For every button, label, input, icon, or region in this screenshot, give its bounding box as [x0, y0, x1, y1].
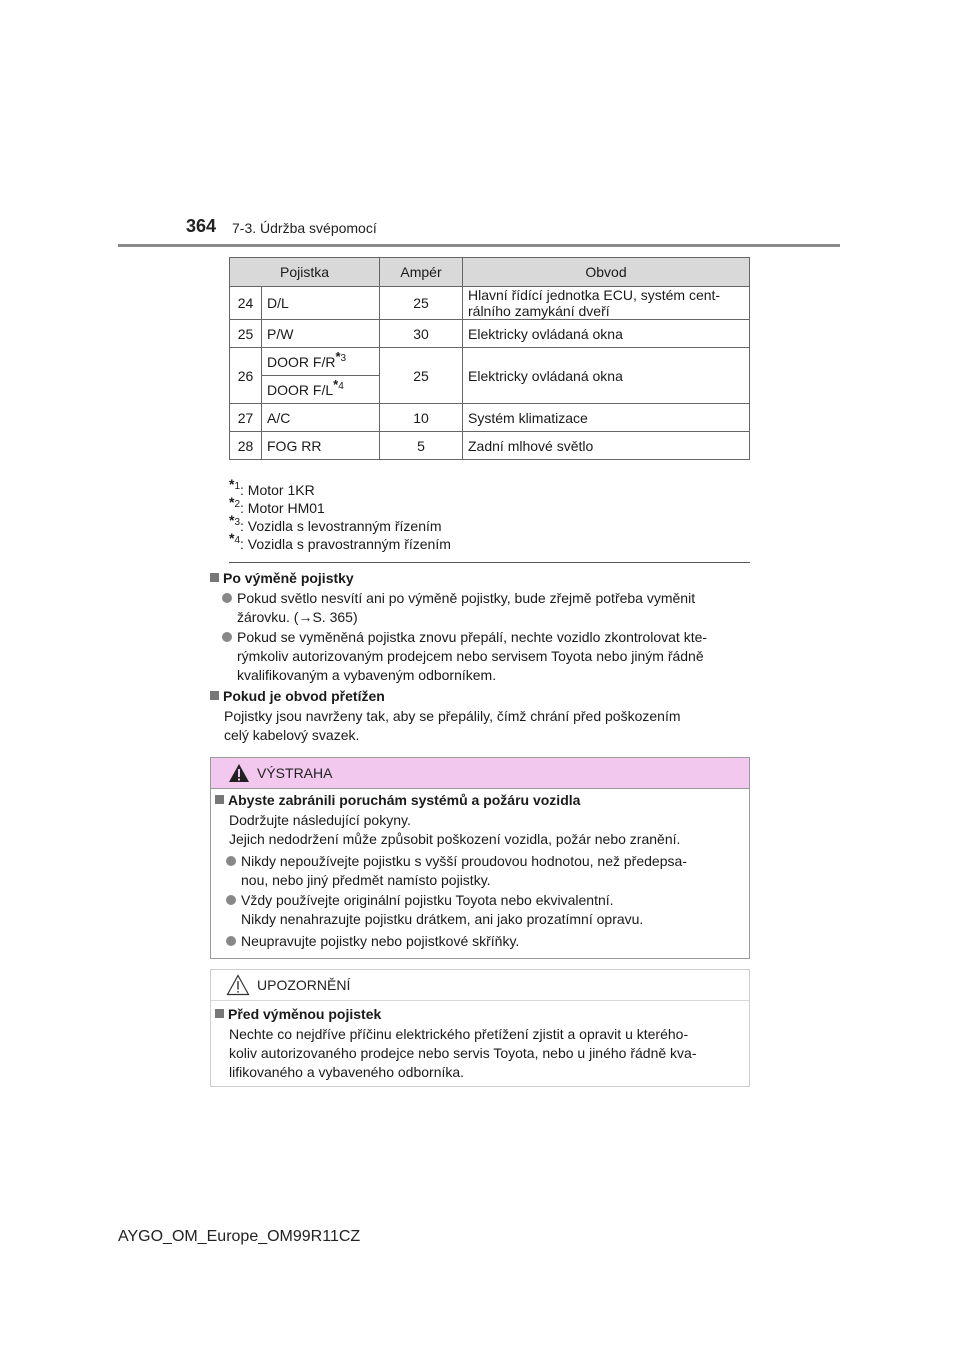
table-row [230, 432, 750, 460]
fuse-number: 27 [230, 404, 262, 432]
caution-heading [215, 1005, 381, 1024]
heading-text: Po výměně pojistky [223, 570, 354, 586]
list-item [241, 852, 743, 890]
overload-heading [210, 687, 385, 706]
caution-header [211, 970, 749, 1001]
text-line: kvalifikovaným a vybaveným odborníkem. [237, 667, 497, 683]
footnote-key: *4 [229, 530, 241, 547]
fuse-circuit: Elektricky ovládaná okna [463, 320, 750, 348]
fuse-number: 25 [230, 320, 262, 348]
footnotes [229, 476, 451, 553]
text-line: Vždy používejte originální pojistku Toyota nebo ekvivalentní. [241, 892, 614, 908]
fuse-number: 28 [230, 432, 262, 460]
footnote-number: 4 [234, 535, 241, 547]
square-bullet-icon [215, 1009, 224, 1018]
fuse-name-text: DOOR F/R [267, 353, 336, 370]
bullet-icon [226, 852, 236, 871]
text-line: Dodržujte následující pokyny. [229, 812, 411, 828]
text-line: Nikdy nepoužívejte pojistku s vyšší proudovou hodnotou, než předepsa- [241, 853, 687, 869]
fuse-name-text: DOOR F/L [267, 381, 334, 398]
footnote-ref: *3 [335, 348, 347, 364]
square-bullet-icon [210, 573, 219, 582]
footer-document-code: AYGO_OM_Europe_OM99R11CZ [118, 1228, 361, 1245]
text-line: Jejich nedodržení může způsobit poškození vozidla, požár nebo zranění. [229, 831, 681, 847]
fuse-amp: 25 [380, 348, 463, 404]
text-line: koliv autorizovaného prodejce nebo servis Toyota, nebo u jiného řádně kva- [229, 1045, 697, 1061]
fuse-circuit: Systém klimatizace [463, 404, 750, 432]
warning-header [211, 758, 749, 789]
footnote-text: : Vozidla s levostranným řízením [240, 518, 442, 534]
footnote-text: : Motor HM01 [240, 500, 325, 516]
fuse-name: A/C [262, 404, 380, 432]
caution-icon [226, 974, 250, 996]
circle-bullet-icon [222, 593, 232, 603]
text-line: Neupravujte pojistky nebo pojistkové skříňky. [241, 933, 520, 949]
footnote-key: *2 [229, 494, 241, 511]
text-line: Pokud se vyměněná pojistka znovu přepálí, nechte vozidlo zkontrolovat kte- [237, 629, 708, 645]
fuse-amp: 5 [380, 432, 463, 460]
fuse-circuit: Zadní mlhové světlo [463, 432, 750, 460]
fuse-number: 24 [230, 287, 262, 320]
footnote-text: : Motor 1KR [240, 482, 315, 498]
bullet-icon [226, 891, 236, 910]
table-row [230, 287, 750, 320]
heading-text: Abyste zabránili poruchám systémů a požáru vozidla [228, 792, 581, 808]
warning-box [210, 757, 750, 959]
list-item [241, 932, 743, 951]
header-rule [118, 244, 840, 247]
list-item [237, 628, 750, 685]
footnote [229, 512, 451, 535]
text-line: lifikovaného a vybaveného odborníka. [229, 1064, 465, 1080]
caution-title: UPOZORNĚNÍ [257, 977, 351, 993]
fuse-name: D/L [262, 287, 380, 320]
fuse-amp: 25 [380, 287, 463, 320]
footnote [229, 530, 451, 553]
fuse-amp: 10 [380, 404, 463, 432]
page-number: 364 [186, 216, 217, 236]
footnote-key: *1 [229, 476, 241, 493]
footnote [229, 494, 451, 517]
footnote-number: 3 [234, 517, 241, 529]
footnote-text: : Vozidla s pravostranným řízením [240, 536, 451, 552]
text-line: Pojistky jsou navrženy tak, aby se přepálily, čímž chrání před poškozením [224, 708, 681, 724]
warning-title: VÝSTRAHA [257, 765, 333, 781]
bullet-icon [222, 589, 232, 608]
footnote-ref-number: 4 [338, 380, 344, 392]
overload-text [224, 707, 750, 745]
warning-heading [215, 791, 580, 810]
col-header-circuit: Obvod [463, 258, 750, 287]
text-line: žárovku. (→S. 365) [237, 609, 358, 625]
col-header-amp: Ampér [380, 258, 463, 287]
text-line: nou, nebo jiný předmět namísto pojistky. [241, 872, 491, 888]
circuit-line: rálního zamykání dveří [468, 303, 610, 319]
footnote-ref-number: 3 [340, 352, 347, 364]
fuse-name: FOG RR [262, 432, 380, 460]
text-line: rýmkoliv autorizovaným prodejcem nebo servisem Toyota nebo jiným řádně [237, 648, 704, 664]
table-row [230, 320, 750, 348]
footnote-number: 2 [234, 499, 241, 511]
footnote-key: *3 [229, 512, 241, 529]
fuse-circuit: Elektricky ovládaná okna [463, 348, 750, 404]
footnote-ref: *4 [333, 376, 344, 392]
bullet-icon [222, 628, 232, 647]
fuse-name [262, 348, 380, 376]
circle-bullet-icon [226, 856, 236, 866]
footnote-number: 1 [234, 481, 241, 493]
fuse-number: 26 [230, 348, 262, 404]
fuse-name: P/W [262, 320, 380, 348]
fuse-table [229, 257, 750, 460]
text-line: Nechte co nejdříve příčinu elektrického přetížení zjistit a opravit u kterého- [229, 1026, 689, 1042]
circle-bullet-icon [226, 895, 236, 905]
col-header-fuse: Pojistka [230, 258, 380, 287]
circuit-line: Hlavní řídící jednotka ECU, systém cent- [468, 287, 721, 303]
after-replace-heading [210, 569, 354, 588]
section-title: 7-3. Údržba svépomocí [232, 220, 377, 236]
list-item [237, 589, 750, 627]
text-line: Pokud světlo nesvítí ani po výměně pojistky, bude zřejmě potřeba vyměnit [237, 590, 696, 606]
square-bullet-icon [215, 795, 224, 804]
table-header-row [230, 258, 750, 287]
table-row [230, 404, 750, 432]
circle-bullet-icon [222, 632, 232, 642]
list-item [241, 891, 743, 929]
circle-bullet-icon [226, 936, 236, 946]
footnote [229, 476, 451, 499]
square-bullet-icon [210, 691, 219, 700]
heading-text: Pokud je obvod přetížen [223, 688, 385, 704]
warning-icon [228, 763, 250, 783]
caution-box [210, 969, 750, 1087]
text-line: celý kabelový svazek. [224, 727, 360, 743]
heading-text: Před výměnou pojistek [228, 1006, 382, 1022]
warning-intro [229, 811, 680, 849]
section-divider [229, 562, 750, 563]
text-line: Nikdy nenahrazujte pojistku drátkem, ani jako prozatímní opravu. [241, 911, 644, 927]
fuse-amp: 30 [380, 320, 463, 348]
bullet-icon [226, 932, 236, 951]
fuse-name [262, 376, 380, 404]
fuse-circuit [463, 287, 750, 320]
caution-text [229, 1025, 743, 1082]
table-row [230, 348, 750, 376]
